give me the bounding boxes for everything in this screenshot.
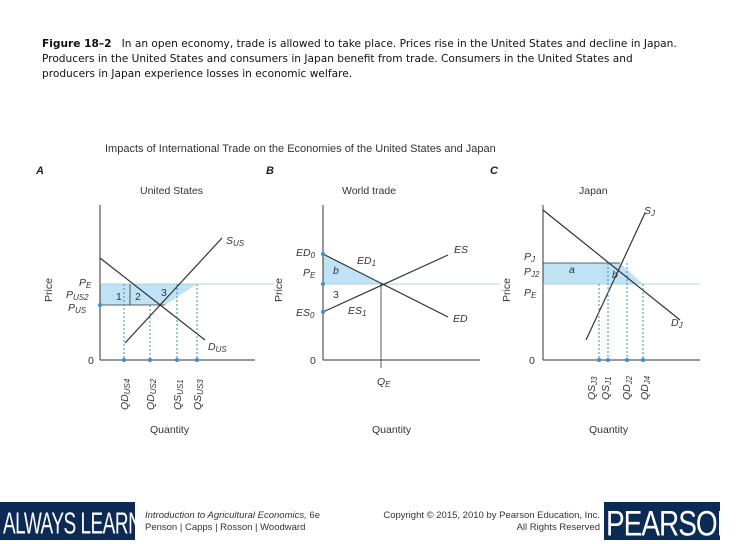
book-authors: Penson | Capps | Rosson | Woodward — [145, 522, 306, 533]
qs-us3-label: QSUS3 — [192, 379, 205, 410]
qs-j1-dot — [606, 358, 610, 362]
qd-j4-label: QDJ4 — [639, 375, 652, 400]
panel-a-ylabel: Price — [43, 278, 55, 302]
pearson-logo — [604, 502, 736, 543]
area-3-label: 3 — [161, 287, 167, 299]
copyright-text: Copyright © 2015, 2010 by Pearson Education, Inc. — [383, 510, 600, 521]
demand-us-label: DUS — [208, 341, 227, 354]
es0-dot — [321, 310, 325, 314]
pearson-text: PEARSON — [606, 504, 736, 543]
es0-label: ES0 — [296, 307, 315, 320]
qe-label: QE — [377, 376, 391, 389]
pe-label-c: PE — [524, 287, 537, 300]
rights-text: All Rights Reserved — [516, 522, 600, 533]
es1-label: ES1 — [348, 305, 367, 318]
pe-label-a: PE — [79, 277, 92, 290]
ed1-label: ED1 — [357, 255, 377, 268]
pe-label-b: PE — [303, 267, 316, 280]
qd-us4-label: QDUS4 — [119, 378, 132, 410]
panel-c-title: Japan — [579, 185, 608, 197]
ed0-dot — [321, 252, 325, 256]
area-1-label: 1 — [116, 291, 122, 303]
qd-j2-label: QDJ2 — [621, 375, 634, 400]
qd-us2-dot — [148, 358, 152, 362]
panel-c-ylabel: Price — [501, 278, 513, 302]
qs-us1-dot — [175, 358, 179, 362]
qs-us1-label: QSUS1 — [172, 379, 185, 410]
panel-a — [35, 165, 275, 436]
pe-dot-b — [321, 282, 325, 286]
area-3-label-b: 3 — [333, 289, 339, 301]
qd-j4-dot — [641, 358, 645, 362]
panel-b-letter: B — [266, 165, 274, 177]
panel-c-xlabel: Quantity — [589, 424, 629, 436]
panel-a-title: United States — [140, 185, 204, 197]
area-2-label: 2 — [135, 291, 141, 303]
panel-c — [490, 165, 700, 436]
area-a-b-shading — [543, 263, 643, 284]
panel-b-xlabel: Quantity — [372, 424, 412, 436]
qs-us3-dot — [195, 358, 199, 362]
panel-a-xlabel: Quantity — [150, 424, 190, 436]
qd-us4-dot — [122, 358, 126, 362]
pus-label: PUS — [68, 302, 87, 315]
panel-b-title: World trade — [342, 185, 397, 197]
pj-label: PJ — [524, 251, 536, 264]
ed-label: ED — [453, 313, 468, 325]
demand-j-label: DJ — [671, 317, 683, 330]
area-b-label: b — [333, 265, 339, 277]
pj2-label: PJ2 — [524, 266, 540, 279]
panel-c-letter: C — [490, 165, 498, 177]
always-learning-logo — [0, 502, 174, 542]
qs-j3-dot — [597, 358, 601, 362]
panel-a-origin: 0 — [88, 355, 94, 367]
es-label: ES — [454, 244, 469, 256]
panel-b-origin: 0 — [310, 355, 316, 367]
caption-text: In an open economy, trade is allowed to take place. Prices rise in the United States and decline in Japan. Producers in the United States and consumers in Japan benefit from trade. Consumers in the United States and producers in Japan experience losses in economic welfare. — [42, 38, 677, 80]
book-title: Introduction to Agricultural Economics, — [145, 510, 307, 521]
always-learning-text: ALWAYS LEARNING — [3, 508, 174, 542]
supply-j-label: SJ — [644, 205, 656, 218]
panel-a-letter: A — [36, 165, 44, 177]
qd-us2-label: QDUS2 — [145, 378, 158, 410]
area-a-label: a — [569, 264, 575, 276]
panel-c-origin: 0 — [529, 355, 535, 367]
diagram-title: Impacts of International Trade on the Economies of the United States and Japan — [105, 143, 496, 155]
supply-us-label: SUS — [226, 235, 245, 248]
book-citation — [145, 510, 320, 534]
area-b-label-c: b — [612, 269, 618, 281]
qs-j1-label: QSJ1 — [600, 376, 613, 400]
copyright-notice — [368, 510, 600, 534]
ed0-label: ED0 — [296, 247, 316, 260]
qs-j3-label: QSJ3 — [586, 376, 599, 400]
pus2-label: PUS2 — [66, 289, 89, 302]
qd-j2-dot — [625, 358, 629, 362]
pus-dot — [98, 303, 102, 307]
figure-label: Figure 18–2 — [42, 38, 112, 50]
book-edition: 6e — [309, 510, 320, 521]
panel-b — [266, 165, 500, 436]
panel-b-ylabel: Price — [273, 278, 285, 302]
